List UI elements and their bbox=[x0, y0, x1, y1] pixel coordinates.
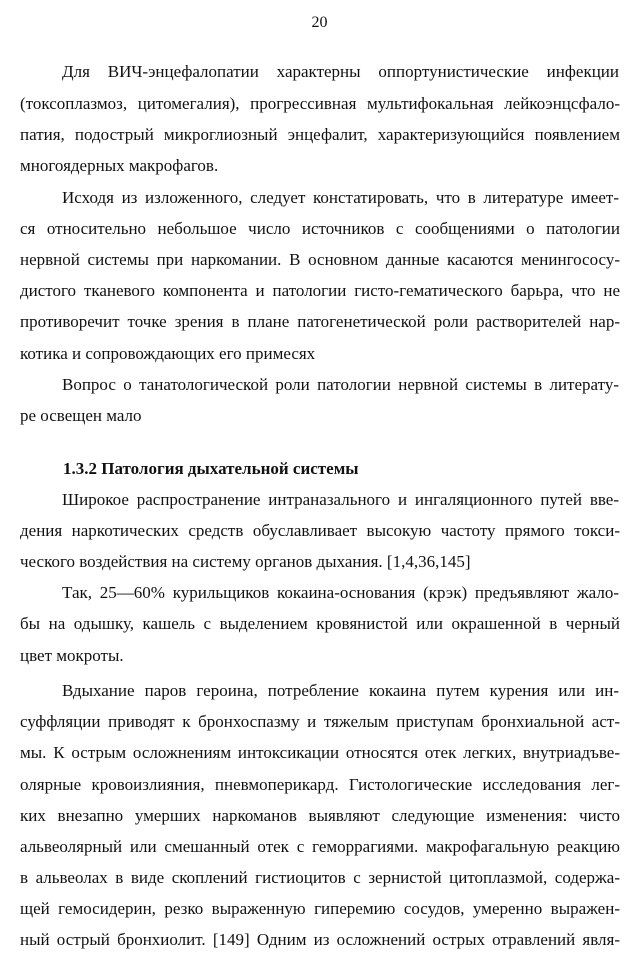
text-line: ре освещен мало bbox=[20, 406, 142, 425]
text-line: суффляции приводят к бронхоспазму и тяжелым приступам бронхиальной аст- bbox=[20, 712, 620, 731]
text-line: дистого тканевого компонента и патологии гисто-гематического барьра, что не bbox=[20, 281, 620, 300]
text-line: (токсоплазмоз, цитомегалия), прогрессивная мультифокальная лейкоэнцсфало- bbox=[20, 94, 620, 113]
text-line: цвет мокроты. bbox=[20, 646, 124, 665]
text-line: Исходя из изложенного, следует констатировать, что в литературе имеет- bbox=[62, 188, 619, 207]
section-heading: 1.3.2 Патология дыхательной системы bbox=[63, 459, 359, 478]
text-line: олярные кровоизлияния, пневмоперикард. Гистологические исследования лег- bbox=[20, 775, 620, 794]
text-line: ся относительно небольшое число источников с сообщениями о патологии bbox=[20, 219, 620, 238]
text-line: многоядерных макрофагов. bbox=[20, 156, 219, 175]
text-line: в альвеолах в виде скоплений гистиоцитов с зернистой цитоплазмой, содержа- bbox=[20, 868, 620, 887]
text-line: альвеолярный или смешанный отек с геморрагиями. макрофагальную реакцию bbox=[20, 837, 620, 856]
text-line: нервной системы при наркомании. В основном данные касаются менингососу- bbox=[20, 250, 620, 269]
text-line: Вдыхание паров героина, потребление кокаина путем курения или ин- bbox=[62, 681, 619, 700]
text-line: ческого воздействия на систему органов дыхания. [1,4,36,145] bbox=[20, 552, 471, 571]
text-line: Так, 25—60% курильщиков кокаина-основания (крэк) предъявляют жало- bbox=[62, 583, 619, 602]
text-line: мы. К острым осложнениям интоксикации относятся отек легких, внутриадъве- bbox=[20, 743, 620, 762]
text-line: ких внезапно умерших наркоманов выявляют следующие изменения: чисто bbox=[20, 806, 620, 825]
text-line: патия, подострый микроглиозный энцефалит, характеризующийся появлением bbox=[20, 125, 620, 144]
page-number: 20 bbox=[311, 14, 328, 31]
text-line: Вопрос о танатологической роли патологии нервной системы в литерату- bbox=[62, 375, 619, 394]
text-line: Для ВИЧ-энцефалопатии характерны оппортунистические инфекции bbox=[62, 62, 619, 81]
text-line: ный острый бронхиолит. [149] Одним из осложнений острых отравлений явля- bbox=[20, 930, 620, 949]
text-line: Широкое распространение интраназального и ингаляционного путей вве- bbox=[62, 490, 619, 509]
text-line: котика и сопровождающих его примесях bbox=[20, 344, 316, 363]
text-line: дения наркотических средств обуславливает высокую частоту прямого токси- bbox=[20, 521, 620, 540]
text-line: противоречит точке зрения в плане патогенетической роли растворителей нар- bbox=[20, 312, 620, 331]
text-line: щей гемосидерин, резко выраженную гиперемию сосудов, умеренно выражен- bbox=[20, 899, 620, 918]
text-line: бы на одышку, кашель с выделением кровянистой или окрашенной в черный bbox=[20, 614, 620, 633]
